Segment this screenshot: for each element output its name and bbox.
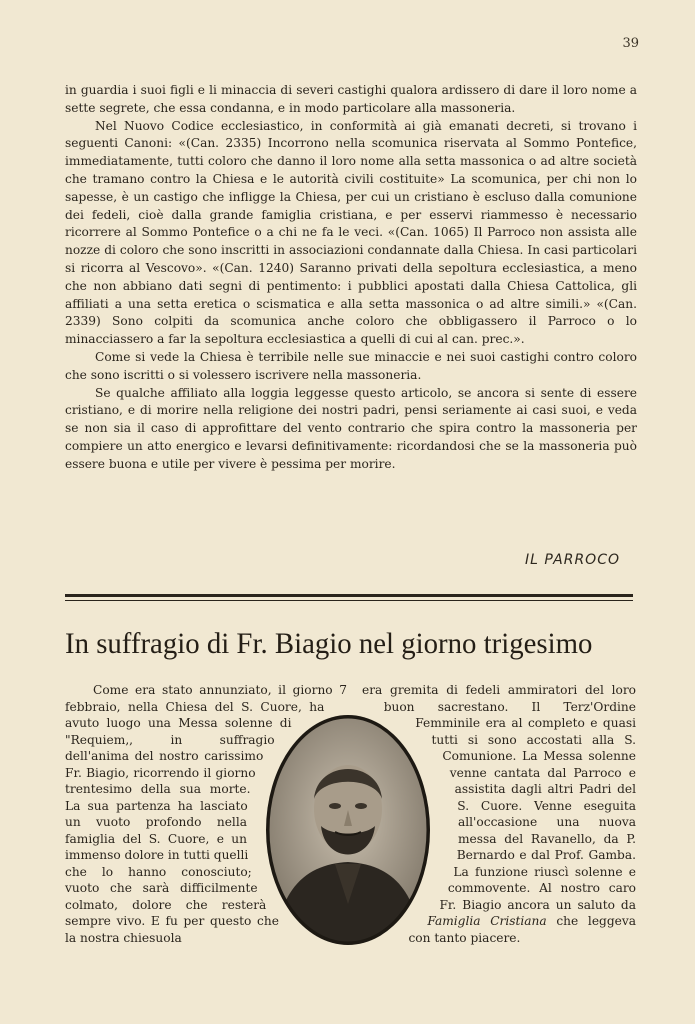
article-text xyxy=(65,82,637,474)
article-paragraph: Nel Nuovo Codice ecclesiastico, in conformità ai già emanati decreti, si trovano i seguenti Canoni: «(Can. 2335) Incorrono nella scomunica riservata al Sommo Pontefice, immediatamente, tutti coloro che danno il loro nome alla setta massonica o ad altre società che tramano contro la Chiesa e le autorità civili costituite» La scomunica, per chi non lo sapesse, è un castigo che infligge la Chiesa, per cui un cristiano è escluso dalla comunione dei fedeli, cioè dalla grande famiglia cristiana, e per esservi riammesso è necessario ricorrere al Sommo Pontefice o a chi ne fa le veci. «(Can. 1065) Il Parroco non assista alle nozze di coloro che sono inscritti in associazioni condannate dalla Chiesa. In casi particolari si ricorra al Vescovo». «(Can. 1240) Saranno privati della sepoltura ecclesiastica, a meno che non abbiano dati segni di pentimento: i pubblici apostati dalla Chiesa Cattolica, gli affiliati a una setta eretica o scismatica e alla setta massonica o ad altre simili.» «(Can. 2339) Sono colpiti da scomunica anche coloro che obbligassero il Parroco o lo minacciassero a far la sepoltura ecclesiastica a quelli di cui al can. prec.». xyxy=(65,118,637,347)
obituary-left-text: Come era stato annunziato, il giorno 7 febbraio, nella Chiesa del S. Cuore, ha avuto luogo una Messa solenne di "Requiem,, in suffragio dell'anima del nostro carissimo Fr. Biagio, ricorrendo il giorno trentesimo della sua morte. La sua partenza ha lasciato un vuoto profondo nella famiglia del S. Cuore, e un immenso dolore in tutti quelli che lo hanno conosciuto; vuoto che sarà difficilmente colmato, dolore che resterà sempre vivo. E fu per questo che la nostra chiesuola xyxy=(65,683,347,945)
article-paragraph: Come si vede la Chiesa è terribile nelle sue minaccie e nei suoi castighi contro coloro che sono iscritti o si volessero iscrivere nella massoneria. xyxy=(65,349,637,382)
article-paragraph: in guardia i suoi figli e li minaccia di severi castighi qualora ardissero di dare il loro nome a sette segrete, che essa condanna, e in modo particolare alla massoneria. xyxy=(65,83,637,115)
article-paragraph: Se qualche affiliato alla loggia leggesse questo articolo, se ancora si sente di essere cristiano, e di morire nella religione dei nostri padri, pensi seriamente ai casi suoi, e veda se non sia il caso di approfittare del vento contrario che spira contro la massoneria per compiere un atto energico e levarsi definitivamente: ricordandosi che se la massoneria può essere buona e utile per vivere è pessima per morire. xyxy=(65,385,637,471)
obituary-headline: In suffragio di Fr. Biagio nel giorno trigesimo xyxy=(65,627,593,660)
page-number: 39 xyxy=(622,36,639,51)
magazine-title: Famiglia Cristiana xyxy=(427,914,547,928)
portrait-photo xyxy=(265,714,431,946)
section-divider xyxy=(65,594,633,601)
obituary-right-text: era gremita di fedeli ammiratori del loro buon sacrestano. Il Terz'Ordine Femminile era al completo e quasi tutti si sono accostati alla S. Comunione. La Messa solenne venne cantata dal Parroco e assistita dagli altri Padri del S. Cuore. Venne eseguita all'occasione una nuova messa del Ravanello, da P. Bernardo e dal Prof. Gamba. La funzione riuscì solenne e commovente. Al nostro caro Fr. Biagio ancora un saluto da Famiglia Cristiana che leggeva con tanto piacere. xyxy=(362,683,636,945)
article-signature: IL PARROCO xyxy=(525,552,620,568)
